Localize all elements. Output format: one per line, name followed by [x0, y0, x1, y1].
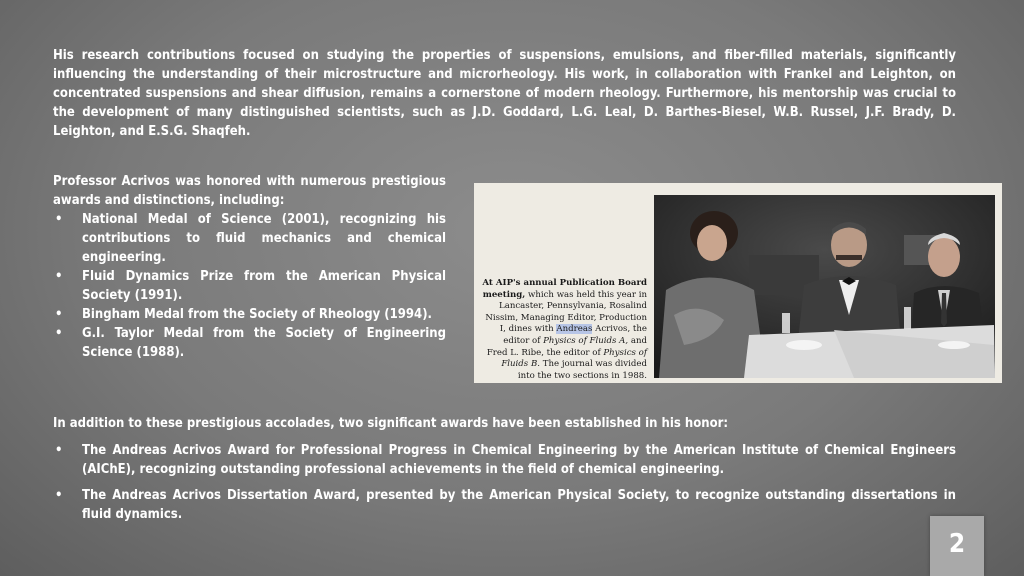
caption-journal: Physics of Fluids B. — [501, 347, 647, 370]
photo-clipping — [474, 183, 1002, 383]
award-item: • Bingham Medal from the Society of Rheology (1994). — [53, 305, 446, 324]
caption-lead: At AIP's annual Publication Board meeting, — [482, 278, 647, 300]
awards-list — [53, 210, 446, 362]
caption-highlight: Andreas — [556, 324, 593, 335]
honor-item: • The Andreas Acrivos Dissertation Award, presented by the American Physical Society, to recognize outstanding dissertations in fluid dynamics. — [53, 486, 956, 524]
caption-journal: Physics of Fluids A, — [543, 335, 629, 346]
caption-text: and Fred L. Ribe, the editor of — [486, 335, 647, 358]
intro-paragraph: His research contributions focused on studying the properties of suspensions, emulsions, and fiber-filled materials, significantly influencing the understanding of their microstructure and microrheology. His work, in collaboration with Frankel and Leighton, on concentrated suspensions and shear diffusion, remains a cornerstone of modern rheology. Furthermore, his mentorship was crucial to the development of many distinguished scientists, such as J.D. Goddard, L.G. Leal, D. Barthes-Biesel, W.B. Russel, J.F. Brady, D. Leighton, and E.S.G. Shaqfeh. — [53, 48, 956, 139]
award-item: • National Medal of Science (2001), recognizing his contributions to fluid mechanics and chemical engineering. — [53, 210, 446, 267]
awards-intro: Professor Acrivos was honored with numerous prestigious awards and distinctions, including: — [53, 174, 446, 208]
awards-section — [53, 172, 446, 362]
honor-item: • The Andreas Acrivos Award for Professional Progress in Chemical Engineering by the American Institute of Chemical Engineers (AIChE), recognizing outstanding professional achievements in the field of chemical engineering. — [53, 441, 956, 479]
caption-text: The journal was divided into the two sections in 1988. — [517, 359, 647, 381]
honors-intro: In addition to these prestigious accolades, two significant awards have been established in his honor: — [53, 416, 729, 431]
page-number: 2 — [930, 516, 984, 576]
caption-text: Acrivos, the editor of — [503, 324, 647, 346]
award-item: • G.I. Taylor Medal from the Society of Engineering Science (1988). — [53, 324, 446, 362]
honors-list — [53, 441, 956, 531]
caption-text: which was held this year in Lancaster, Pennsylvania, Rosalind Nissim, Managing Editor, Production I, dines with — [485, 289, 647, 335]
dinner-photo — [654, 195, 995, 378]
dinner-photo-illustration — [654, 195, 995, 378]
award-item: • Fluid Dynamics Prize from the American Physical Society (1991). — [53, 267, 446, 305]
photo-caption — [482, 278, 647, 382]
